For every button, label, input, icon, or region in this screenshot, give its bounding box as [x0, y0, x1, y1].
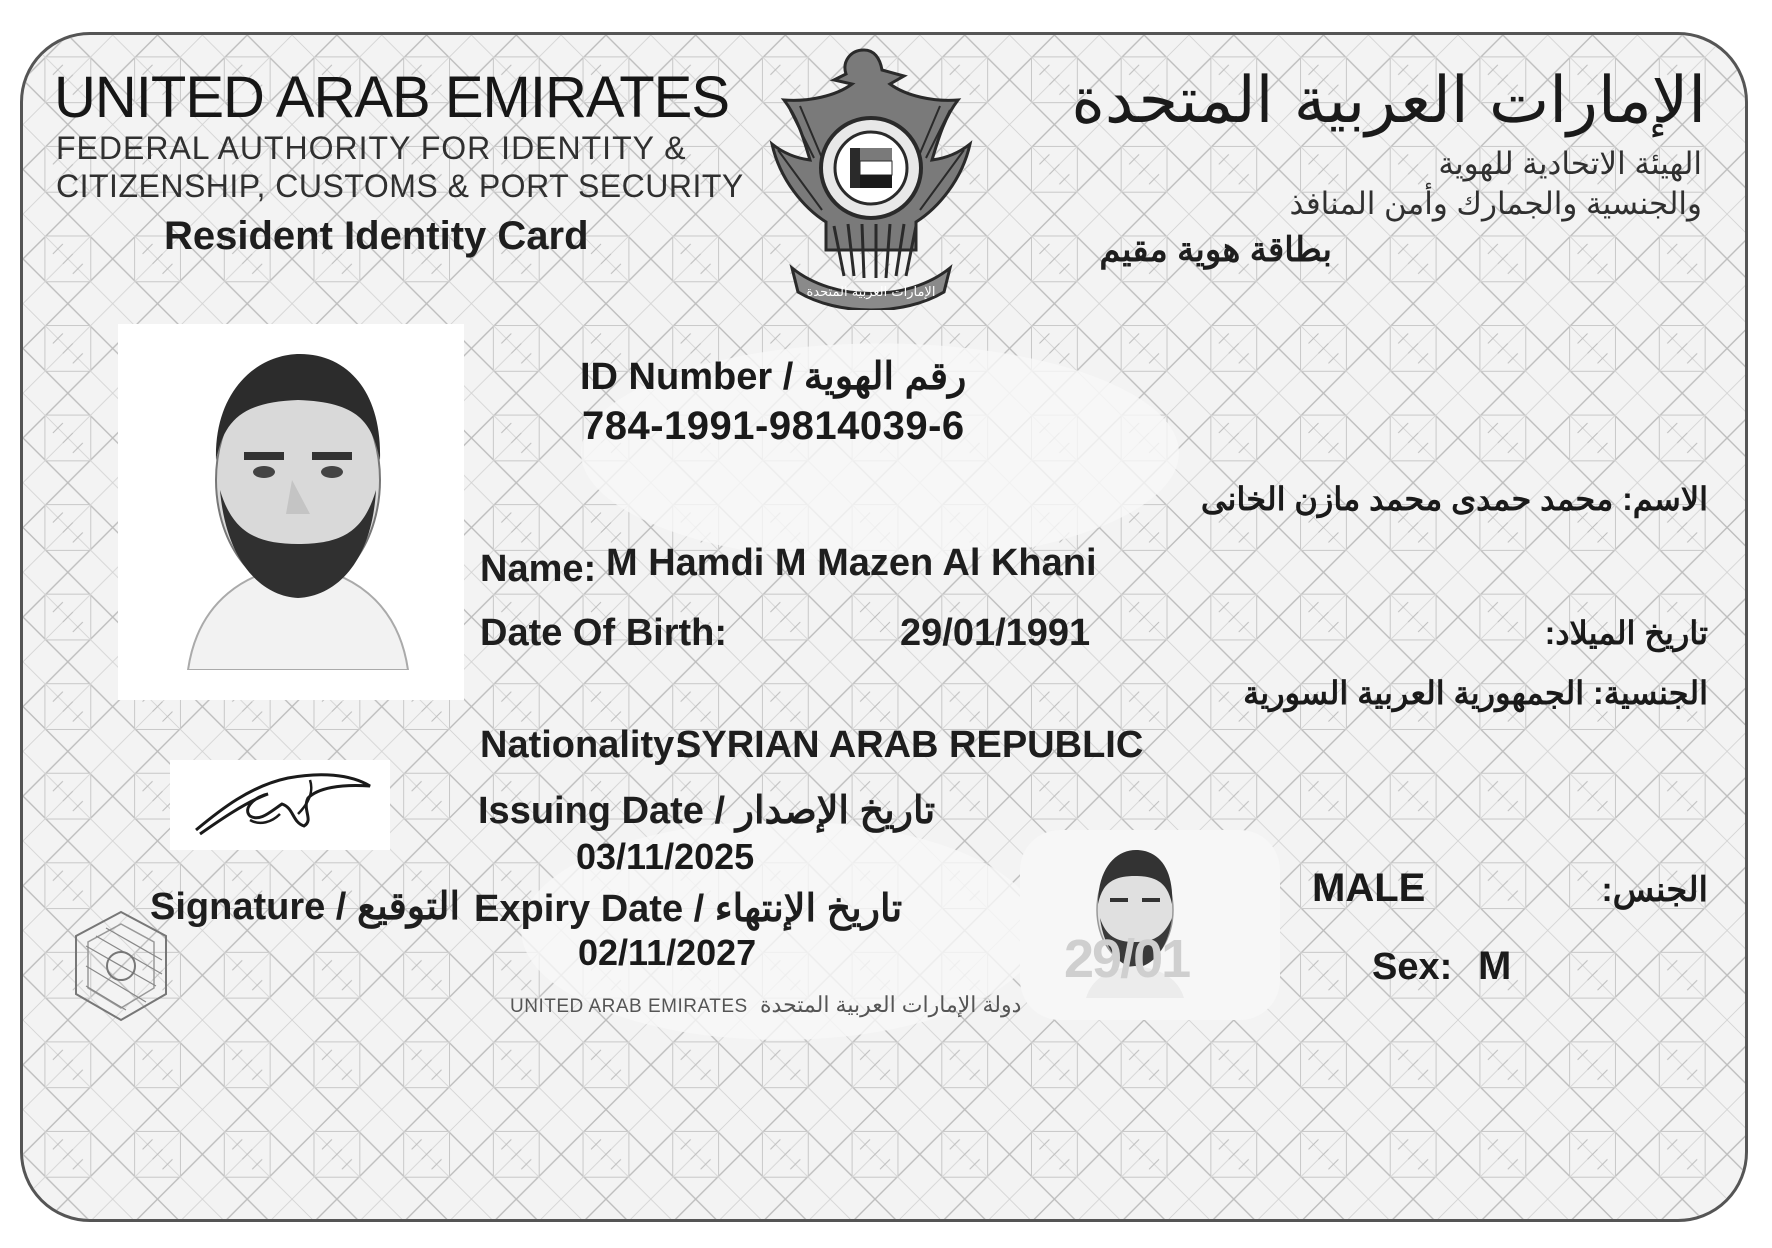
sex-label-ar: الجنس: [1601, 871, 1708, 909]
nationality-label-ar: الجنسية: [1593, 675, 1708, 711]
nationality-value-en: SYRIAN ARAB REPUBLIC [676, 724, 1144, 766]
card-type-en: Resident Identity Card [164, 214, 589, 258]
signature-label [150, 884, 460, 929]
id-number-value: 784-1991-9814039-6 [582, 404, 965, 448]
id-number-label-ar: رقم الهوية [803, 356, 967, 398]
signature-label-en: Signature / [150, 886, 347, 928]
expiry-date-value: 02/11/2027 [578, 932, 757, 973]
sex-label-en: Sex: [1372, 946, 1453, 988]
authority-line-1-en: FEDERAL AUTHORITY FOR IDENTITY & [56, 130, 687, 166]
holder-photo [168, 330, 428, 670]
dob-value: 29/01/1991 [900, 612, 1091, 654]
sex-value-word: MALE [1312, 866, 1426, 910]
signature-label-ar: التوقيع [356, 886, 461, 928]
name-label-ar: الاسم: [1622, 481, 1708, 517]
nationality-label-en: Nationality: [480, 724, 687, 766]
name-label-en: Name: [480, 548, 597, 590]
security-seal-icon [66, 906, 176, 1026]
nationality-value-ar: الجمهورية العربية السورية [1243, 675, 1585, 711]
country-title-en: UNITED ARAB EMIRATES [54, 65, 730, 130]
ghost-dob-text: 29/01 [1064, 929, 1190, 989]
name-value-en: M Hamdi M Mazen Al Khani [606, 542, 1097, 584]
country-title-ar: الإمارات العربية المتحدة [1071, 64, 1706, 138]
expiry-date-label [474, 886, 902, 931]
emblem-ribbon-text: الإمارات العربية المتحدة [806, 285, 936, 300]
expiry-date-label-ar: تاريخ الإنتهاء [714, 888, 903, 930]
dob-label-ar: تاريخ الميلاد: [1544, 615, 1708, 651]
sex-value-en: M [1478, 944, 1512, 988]
issuing-date-value: 03/11/2025 [576, 836, 755, 877]
issuing-date-label-en: Issuing Date / [478, 790, 726, 832]
id-number-label [580, 354, 966, 399]
authority-line-2-en: CITIZENSHIP, CUSTOMS & PORT SECURITY [56, 168, 744, 204]
issuing-date-label-ar: تاريخ الإصدار [735, 790, 936, 832]
dob-label-en: Date Of Birth: [480, 612, 727, 654]
authority-line-2-ar: والجنسية والجمارك وأمن المنافذ [1289, 186, 1702, 221]
card-type-ar: بطاقة هوية مقيم [1099, 231, 1332, 269]
uae-falcon-emblem-icon [764, 40, 978, 310]
holder-signature [190, 764, 380, 844]
authority-line-1-ar: الهيئة الاتحادية للهوية [1438, 146, 1702, 181]
footer-country-en: UNITED ARAB EMIRATES [510, 996, 748, 1017]
name-ar-row [1201, 480, 1708, 518]
expiry-date-label-en: Expiry Date / [474, 888, 705, 930]
name-value-ar: محمد حمدى محمد مازن الخانى [1200, 481, 1614, 517]
issuing-date-label [478, 788, 935, 833]
id-number-label-en: ID Number / [580, 356, 794, 398]
footer-country-ar: دولة الإمارات العربية المتحدة [760, 992, 1022, 1017]
nationality-ar-row [1243, 674, 1708, 712]
